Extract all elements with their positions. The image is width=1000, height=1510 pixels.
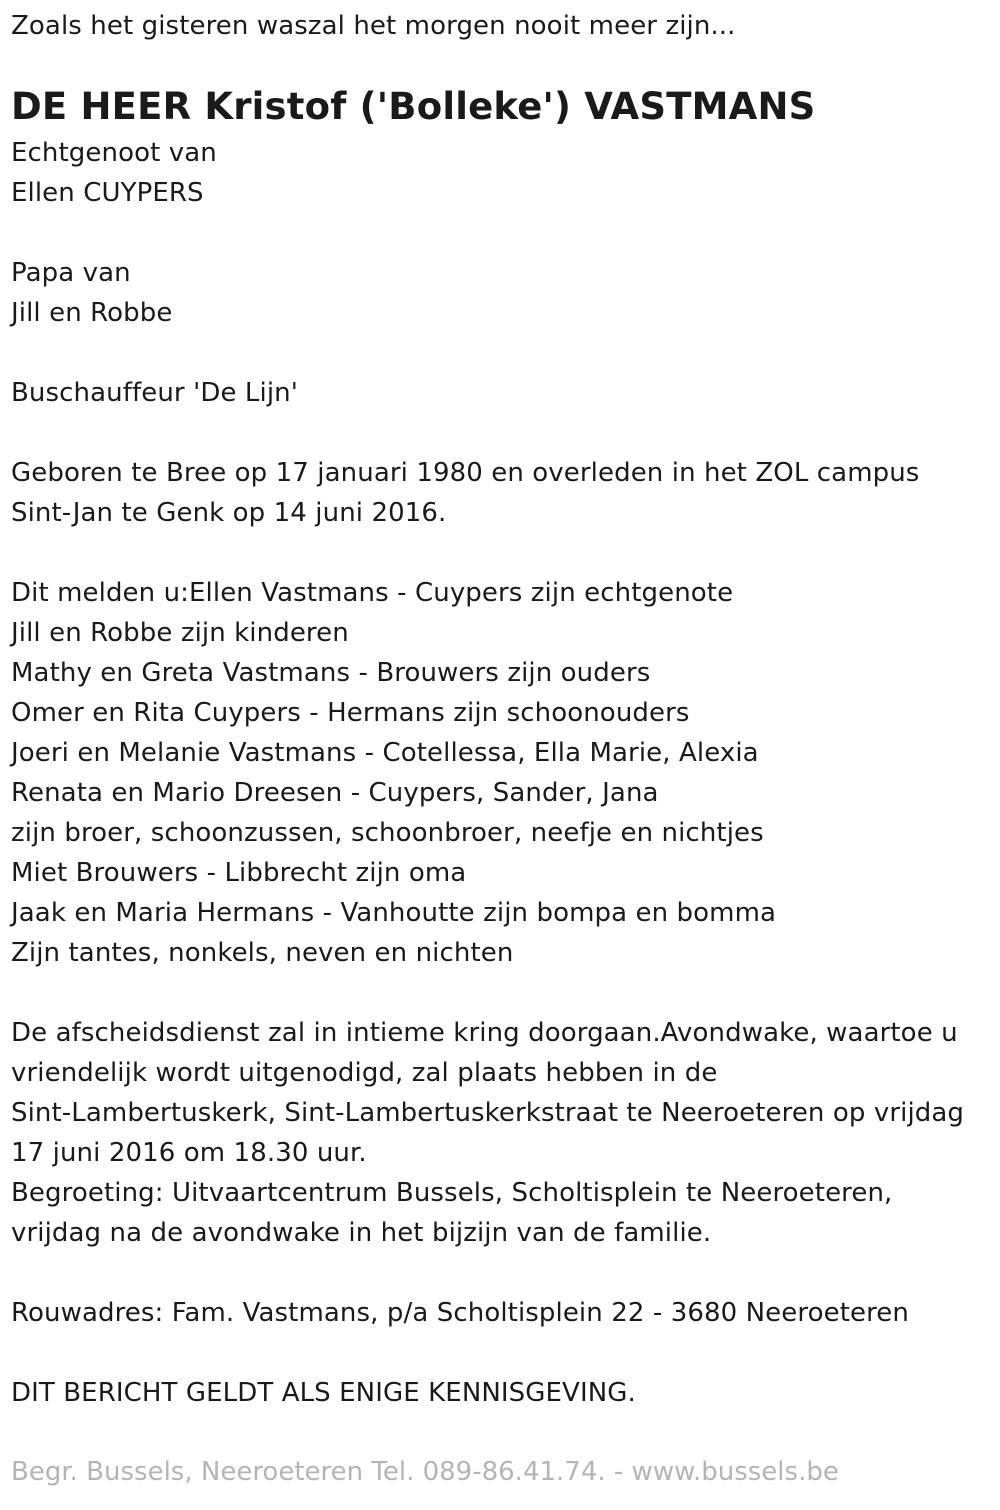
family-line: Joeri en Melanie Vastmans - Cotellessa, Ella Marie, Alexia — [11, 738, 759, 768]
spouse-label: Echtgenoot van — [11, 138, 217, 168]
ceremony-line: vriendelijk wordt uitgenodigd, zal plaats hebben in de — [11, 1058, 718, 1088]
family-line: Mathy en Greta Vastmans - Brouwers zijn ouders — [11, 658, 651, 688]
intro-quote: Zoals het gisteren waszal het morgen nooit meer zijn... — [11, 11, 736, 41]
ceremony-line: Begroeting: Uitvaartcentrum Bussels, Scholtisplein te Neeroeteren, — [11, 1178, 893, 1208]
family-line: Renata en Mario Dreesen - Cuypers, Sander, Jana — [11, 778, 659, 808]
spouse-name: Ellen CUYPERS — [11, 178, 204, 208]
deceased-title: DE HEER Kristof ('Bolleke') VASTMANS — [11, 85, 816, 128]
ceremony-line: Sint-Lambertuskerk, Sint-Lambertuskerkstraat te Neeroeteren op vrijdag — [11, 1098, 965, 1128]
children-label: Papa van — [11, 258, 131, 288]
family-line: Miet Brouwers - Libbrecht zijn oma — [11, 858, 467, 888]
family-line: Jill en Robbe zijn kinderen — [11, 618, 349, 648]
family-line: Jaak en Maria Hermans - Vanhoutte zijn bompa en bomma — [11, 898, 777, 928]
family-line: Omer en Rita Cuypers - Hermans zijn schoonouders — [11, 698, 690, 728]
occupation: Buschauffeur 'De Lijn' — [11, 378, 298, 408]
birth-death-line: Sint-Jan te Genk op 14 juni 2016. — [11, 498, 447, 528]
ceremony-line: vrijdag na de avondwake in het bijzijn van de familie. — [11, 1218, 712, 1248]
funeral-home-footer: Begr. Bussels, Neeroeteren Tel. 089-86.41.74. - www.bussels.be — [11, 1457, 839, 1487]
children-names: Jill en Robbe — [11, 298, 173, 328]
ceremony-line: 17 juni 2016 om 18.30 uur. — [11, 1138, 367, 1168]
family-line: Zijn tantes, nonkels, neven en nichten — [11, 938, 514, 968]
family-line: Dit melden u:Ellen Vastmans - Cuypers zijn echtgenote — [11, 578, 734, 608]
obituary-body — [11, 133, 996, 1413]
ceremony-line: De afscheidsdienst zal in intieme kring doorgaan.Avondwake, waartoe u — [11, 1018, 958, 1048]
family-line: zijn broer, schoonzussen, schoonbroer, neefje en nichtjes — [11, 818, 764, 848]
birth-death-line: Geboren te Bree op 17 januari 1980 en overleden in het ZOL campus — [11, 458, 920, 488]
notice: DIT BERICHT GELDT ALS ENIGE KENNISGEVING. — [11, 1378, 636, 1408]
mourning-address: Rouwadres: Fam. Vastmans, p/a Scholtisplein 22 - 3680 Neeroeteren — [11, 1298, 909, 1328]
